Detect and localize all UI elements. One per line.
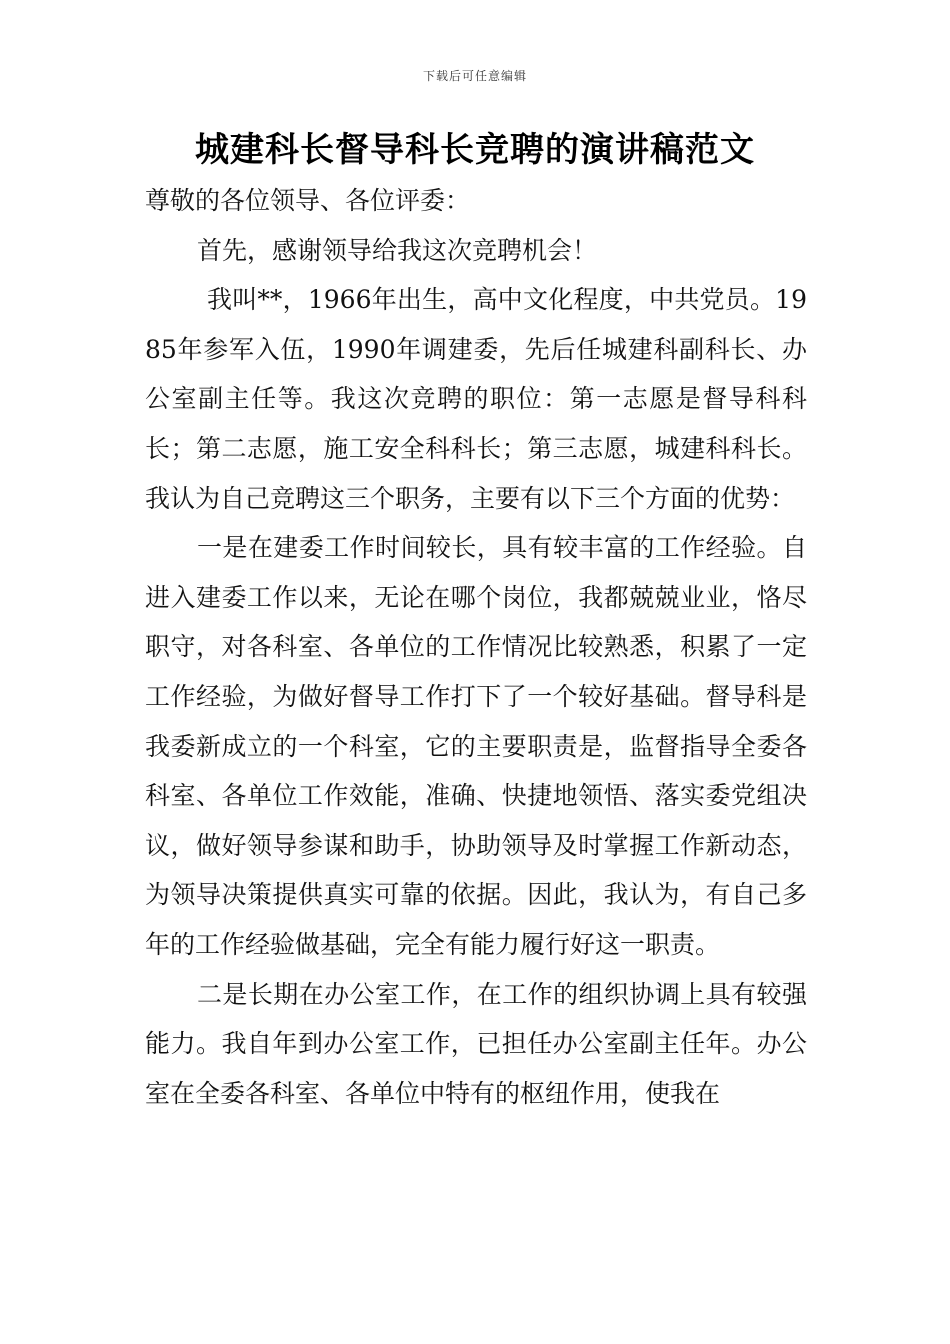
salutation: 尊敬的各位领导、各位评委： bbox=[145, 186, 471, 215]
paragraph-introduction: 我叫**，1966年出生，高中文化程度，中共党员。1985年参军入伍，1990年调建委，先后任城建科副科长、办公室副主任等。我这次竞聘的职位：第一志愿是督导科科长；第二志愿，施工安全科科长；第三志愿，城建科科长。我认为自己竞聘这三个职务，主要有以下三个方面的优势： bbox=[145, 285, 807, 513]
paragraph-advantage-one: 一是在建委工作时间较长，具有较丰富的工作经验。自进入建委工作以来，无论在哪个岗位，我都兢兢业业，恪尽职守，对各科室、各单位的工作情况比较熟悉，积累了一定工作经验，为做好督导工作打下了一个较好基础。督导科是我委新成立的一个科室，它的主要职责是，监督指导全委各科室、各单位工作效能，准确、快捷地领悟、落实委党组决议，做好领导参谋和助手，协助领导及时掌握工作新动态，为领导决策提供真实可靠的依据。因此，我认为，有自己多年的工作经验做基础，完全有能力履行好这一职责。 bbox=[145, 533, 807, 959]
paragraph-thanks: 首先，感谢领导给我这次竞聘机会！ bbox=[197, 235, 598, 265]
document-body bbox=[145, 176, 807, 1118]
page-header-note: 下载后可任意编辑 bbox=[422, 69, 527, 83]
document-title: 城建科长督导科长竞聘的演讲稿范文 bbox=[195, 130, 755, 170]
paragraph-advantage-two: 二是长期在办公室工作，在工作的组织协调上具有较强能力。我自年到办公室工作，已担任办公室副主任年。办公室在全委各科室、各单位中特有的枢纽作用，使我在 bbox=[145, 979, 807, 1108]
